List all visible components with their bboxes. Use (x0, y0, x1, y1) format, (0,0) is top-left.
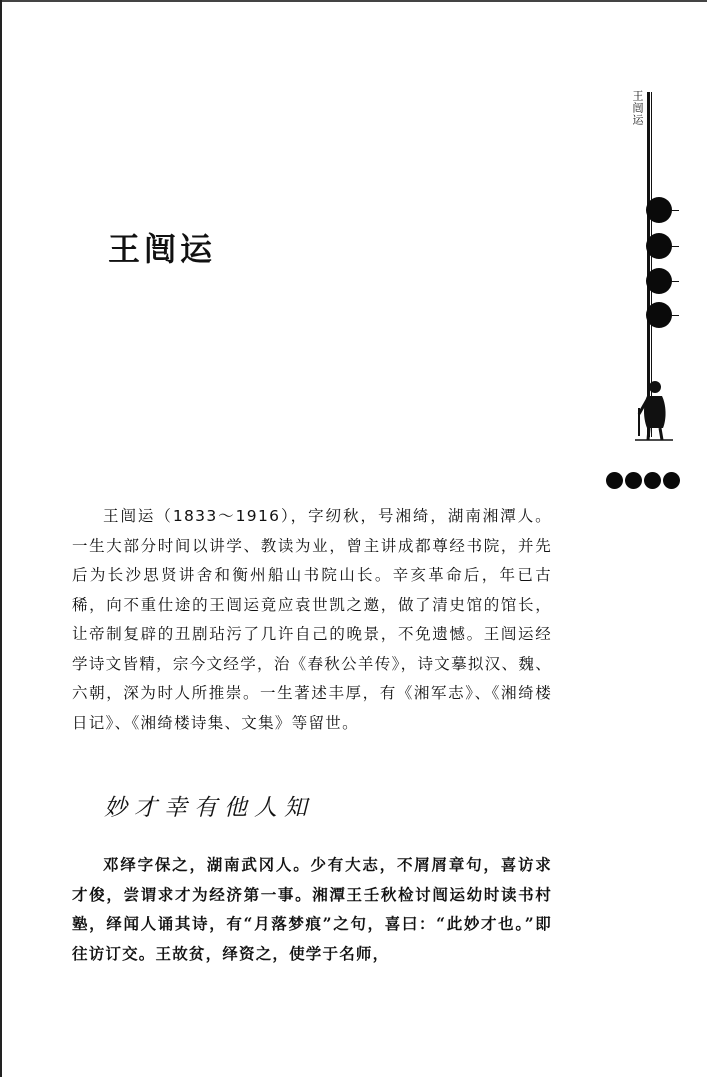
page-left-edge (0, 0, 2, 1077)
story-paragraph: 邓绎字保之，湖南武冈人。少有大志，不屑屑章句，喜访求才俊，尝谓求才为经济第一事。湘潭王壬秋检讨闿运幼时读书村塾，绎闻人诵其诗，有“月落梦痕”之句，喜曰：“此妙才也。”即往访订交。王故贫，绎资之，使学于名师， (72, 855, 552, 963)
large-dot-icon (646, 197, 672, 223)
small-dot-icon (625, 472, 642, 489)
biography-paragraph: 王闿运（1833～1916），字纫秋，号湘绮，湖南湘潭人。一生大部分时间以讲学、教读为业，曾主讲成都尊经书院，并先后为长沙思贤讲舍和衡州船山书院山长。辛亥革命后，年已古稀，向不重仕途的王闿运竟应袁世凯之邀，做了清史馆的馆长，让帝制复辟的丑剧玷污了几许自己的晚景，不免遗憾。王闿运经学诗文皆精，宗今文经学，治《春秋公羊传》，诗文摹拟汉、魏、六朝，深为时人所推崇。一生著述丰厚，有《湘军志》、《湘绮楼日记》、《湘绮楼诗集、文集》等留世。 (72, 507, 552, 732)
small-dot-row (606, 472, 680, 489)
dot-tick (671, 315, 679, 316)
dot-tick (671, 210, 679, 211)
running-head: 王闿运 (631, 90, 644, 126)
large-dot-icon (646, 268, 672, 294)
small-dot-icon (663, 472, 680, 489)
dot-tick (671, 281, 679, 282)
chapter-title: 王闿运 (108, 230, 217, 268)
section-title: 妙才幸有他人知 (104, 795, 314, 821)
small-dot-icon (606, 472, 623, 489)
page-top-edge (0, 0, 707, 2)
small-dot-icon (644, 472, 661, 489)
story-section (72, 850, 552, 968)
biography-section (72, 502, 552, 738)
figure-icon (634, 378, 674, 444)
large-dot-icon (646, 302, 672, 328)
dot-tick (671, 246, 679, 247)
large-dot-icon (646, 233, 672, 259)
